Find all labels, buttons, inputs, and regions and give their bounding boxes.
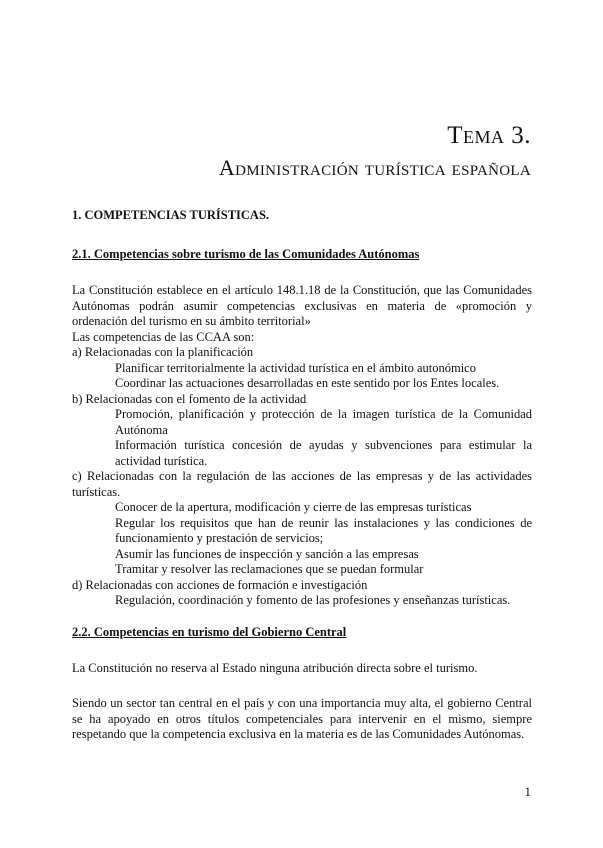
competences-lead: Las competencias de las CCAA son: [72, 329, 255, 344]
list-item: Tramitar y resolver las reclamaciones que se puedan formular [115, 562, 424, 576]
page-number: 1 [524, 784, 531, 799]
list-item: Coordinar las actuaciones desarrolladas en este sentido por los Entes locales. [115, 376, 500, 390]
section-heading-1: 1. COMPETENCIAS TURÍSTICAS. [72, 208, 270, 222]
group-label-d: d) Relacionadas con acciones de formación e investigación [72, 577, 368, 592]
paragraph: Siendo un sector tan central en el país y con una importancia muy alta, el gobierno Central se ha apoyado en otros títulos competenciales para intervenir en el mismo, siempre respetando que la competencia exclusiva en la materia es de las Comunidades Autónomas. [72, 696, 532, 741]
list-item: Regulación, coordinación y fomento de las profesiones y enseñanzas turísticas. [115, 593, 511, 607]
document-content [72, 206, 532, 743]
list-item: Promoción, planificación y protección de la imagen turística de la Comunidad Autónoma [115, 407, 532, 437]
intro-paragraph: La Constitución establece en el artículo 148.1.18 de la Constitución, que las Comunidades Autónomas podrán asumir competencias exclusivas en materia de «promoción y ordenación del turismo en su ámbito territorial» [72, 283, 532, 328]
title-block [219, 121, 531, 183]
paragraph: La Constitución no reserva al Estado ninguna atribución directa sobre el turismo. [72, 660, 478, 675]
list-item: Planificar territorialmente la actividad turística en el ámbito autonómico [115, 360, 476, 375]
group-label-b: b) Relacionadas con el fomento de la actividad [72, 391, 307, 406]
page-title: Tema 3. [447, 122, 531, 149]
spacer [72, 609, 532, 623]
spacer [72, 676, 532, 696]
section-heading-2-1: 2.1. Competencias sobre turismo de las Comunidades Autónomas [72, 247, 420, 261]
section-heading-2-2: 2.2. Competencias en turismo del Gobierno Central [72, 624, 347, 639]
group-label-a: a) Relacionadas con la planificación [72, 345, 254, 359]
list-item: Regular los requisitos que han de reunir las instalaciones y las condiciones de funcionamiento y prestación de servicios; [115, 515, 532, 545]
page-subtitle: Administración turística española [218, 155, 531, 180]
list-item: Información turística concesión de ayudas y subvenciones para estimular la actividad turística. [115, 438, 532, 468]
list-item: Conocer de la apertura, modificación y cierre de las empresas turísticas [115, 500, 472, 514]
list-item: Asumir las funciones de inspección y sanción a las empresas [115, 546, 419, 561]
group-label-c: c) Relacionadas con la regulación de las acciones de las empresas y de las actividades turísticas. [72, 469, 532, 499]
